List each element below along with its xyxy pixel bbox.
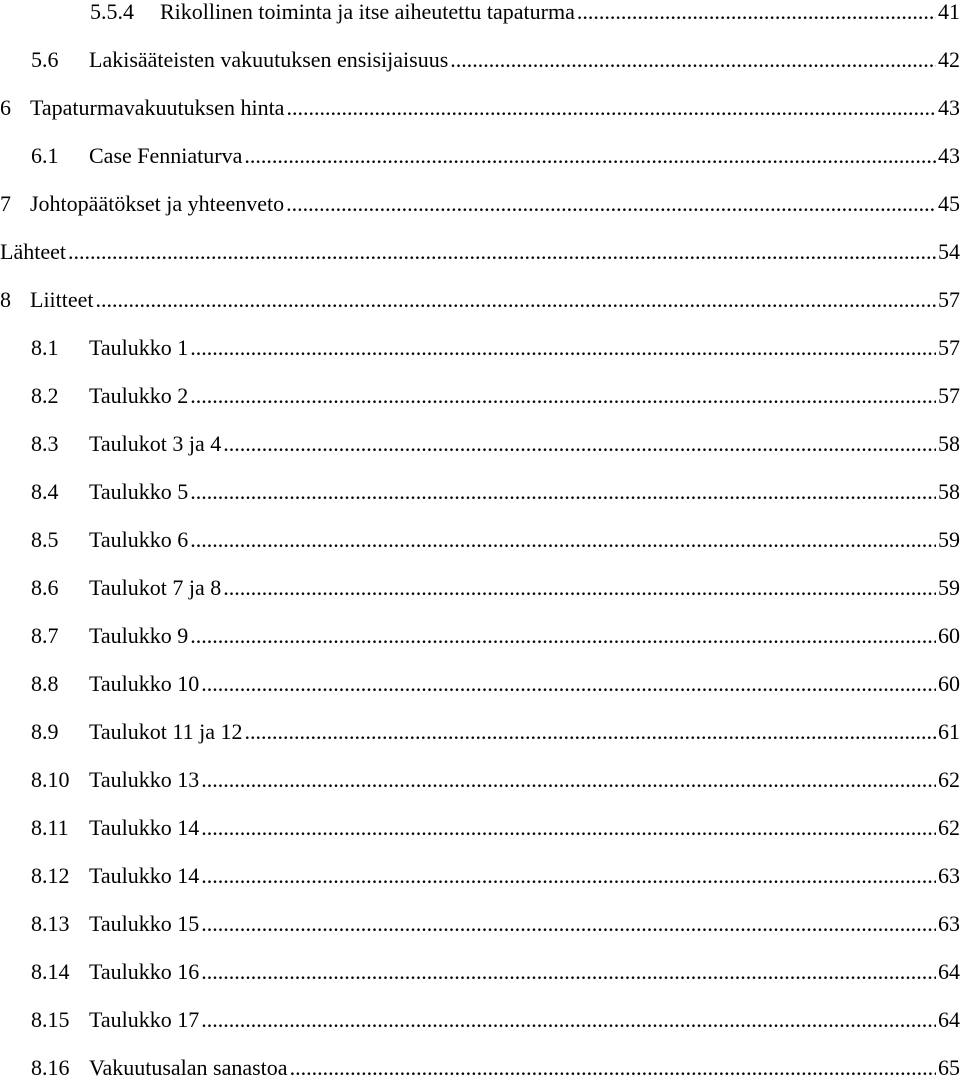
toc-entry[interactable] [0,180,960,228]
toc-entry-page-number: 43 [938,143,960,168]
toc-entry[interactable] [0,564,960,612]
toc-entry-title: Taulukot 7 ja 8 [89,575,222,600]
toc-entry-number: 8.4 [31,479,59,504]
toc-entry-page-number: 64 [938,959,960,984]
toc-dot-leader [201,804,936,852]
toc-entry-page-number: 62 [938,815,960,840]
toc-entry-page-number: 63 [938,911,960,936]
toc-entry-page-number: 41 [938,0,960,24]
toc-dot-leader [450,36,936,84]
toc-entry-number: 5.5.4 [90,0,134,24]
toc-entry-page-number: 43 [938,95,960,120]
toc-dot-leader [68,228,936,276]
toc-entry[interactable] [0,900,960,948]
toc-dot-leader [290,1044,936,1092]
toc-entry-number: 8.10 [31,767,70,792]
toc-entry-page-number: 42 [938,47,960,72]
toc-entry-page-number: 58 [938,479,960,504]
toc-dot-leader [190,372,936,420]
toc-entry-title: Taulukko 14 [89,815,200,840]
toc-entry-title: Taulukko 15 [89,911,200,936]
toc-entry-page-number: 60 [938,671,960,696]
toc-entry-page-number: 59 [938,527,960,552]
toc-entry-title: Taulukko 17 [89,1007,200,1032]
toc-entry-title: Tapaturmavakuutuksen hinta [30,95,285,120]
toc-entry-number: 8.1 [31,335,59,360]
toc-dot-leader [201,996,936,1044]
toc-dot-leader [223,420,936,468]
toc-entry-number: 8.12 [31,863,70,888]
toc-entry-title: Rikollinen toiminta ja itse aiheutettu tapaturma [160,0,575,24]
toc-entry[interactable] [0,132,960,180]
toc-entry-number: 7 [0,191,11,216]
toc-dot-leader [190,612,936,660]
toc-entry[interactable] [0,0,960,36]
toc-entry-number: 5.6 [31,47,59,72]
toc-entry-number: 8.6 [31,575,59,600]
toc-entry-title: Taulukko 9 [89,623,189,648]
toc-entry-number: 8.8 [31,671,59,696]
toc-entry[interactable] [0,516,960,564]
toc-entry-title: Taulukot 3 ja 4 [89,431,222,456]
toc-entry-title: Taulukko 14 [89,863,200,888]
toc-entry-number: 6 [0,95,11,120]
toc-entry-title: Taulukko 6 [89,527,189,552]
toc-entry-title: Lakisääteisten vakuutuksen ensisijaisuus [89,47,449,72]
toc-dot-leader [286,84,936,132]
toc-dot-leader [223,564,936,612]
toc-entry-page-number: 63 [938,863,960,888]
toc-entry-number: 8.11 [31,815,69,840]
toc-entry-title: Taulukko 1 [89,335,189,360]
toc-entry-page-number: 62 [938,767,960,792]
toc-entry-page-number: 58 [938,431,960,456]
toc-entry-page-number: 45 [938,191,960,216]
toc-entry[interactable] [0,1044,960,1092]
toc-entry[interactable] [0,660,960,708]
toc-entry-number: 8.3 [31,431,59,456]
toc-entry-title: Liitteet [30,287,94,312]
toc-entry-number: 8.15 [31,1007,70,1032]
toc-entry-page-number: 65 [938,1055,960,1080]
toc-dot-leader [286,180,936,228]
toc-entry-number: 8.2 [31,383,59,408]
toc-entry[interactable] [0,996,960,1044]
toc-entry[interactable] [0,420,960,468]
toc-dot-leader [201,900,936,948]
toc-entry-title: Vakuutusalan sanastoa [89,1055,288,1080]
toc-dot-leader [190,324,936,372]
toc-entry[interactable] [0,708,960,756]
toc-dot-leader [244,708,936,756]
toc-dot-leader [201,948,936,996]
toc-entry-page-number: 64 [938,1007,960,1032]
toc-dot-leader [201,852,936,900]
toc-dot-leader [201,756,936,804]
toc-entry-number: 8.14 [31,959,70,984]
toc-dot-leader [201,660,936,708]
toc-entry-title: Taulukot 11 ja 12 [89,719,243,744]
toc-entry[interactable] [0,852,960,900]
toc-entry-title: Case Fenniaturva [89,143,243,168]
toc-dot-leader [190,468,936,516]
toc-entry[interactable] [0,276,960,324]
toc-entry-page-number: 57 [938,335,960,360]
toc-entry[interactable] [0,36,960,84]
toc-entry-number: 8.7 [31,623,59,648]
toc-entry-page-number: 60 [938,623,960,648]
toc-entry-title: Taulukko 16 [89,959,200,984]
toc-entry-title: Taulukko 13 [89,767,200,792]
toc-entry[interactable] [0,804,960,852]
toc-entry-number: 8.13 [31,911,70,936]
toc-entry[interactable] [0,84,960,132]
toc-entry[interactable] [0,324,960,372]
toc-entry-page-number: 57 [938,383,960,408]
toc-entry-page-number: 54 [938,239,960,264]
toc-entry-title: Taulukko 5 [89,479,189,504]
toc-entry-title: Lähteet [0,239,66,264]
toc-entry-page-number: 59 [938,575,960,600]
toc-entry[interactable] [0,948,960,996]
toc-entry[interactable] [0,372,960,420]
toc-entry-title: Taulukko 10 [89,671,200,696]
toc-entry-number: 8.9 [31,719,59,744]
toc-entry[interactable] [0,228,960,276]
toc-dot-leader [577,0,936,36]
toc-entry-number: 8.5 [31,527,59,552]
toc-entry-page-number: 61 [938,719,960,744]
toc-entry-number: 8 [0,287,11,312]
toc-entry-number: 8.16 [31,1055,70,1080]
toc-entry-number: 6.1 [31,143,59,168]
toc-dot-leader [244,132,936,180]
toc-entry-page-number: 57 [938,287,960,312]
toc-entry-title: Taulukko 2 [89,383,189,408]
toc-entry[interactable] [0,756,960,804]
toc-dot-leader [190,516,936,564]
toc-entry[interactable] [0,468,960,516]
toc-entry-title: Johtopäätökset ja yhteenveto [30,191,285,216]
toc-dot-leader [96,276,936,324]
toc-entry[interactable] [0,612,960,660]
